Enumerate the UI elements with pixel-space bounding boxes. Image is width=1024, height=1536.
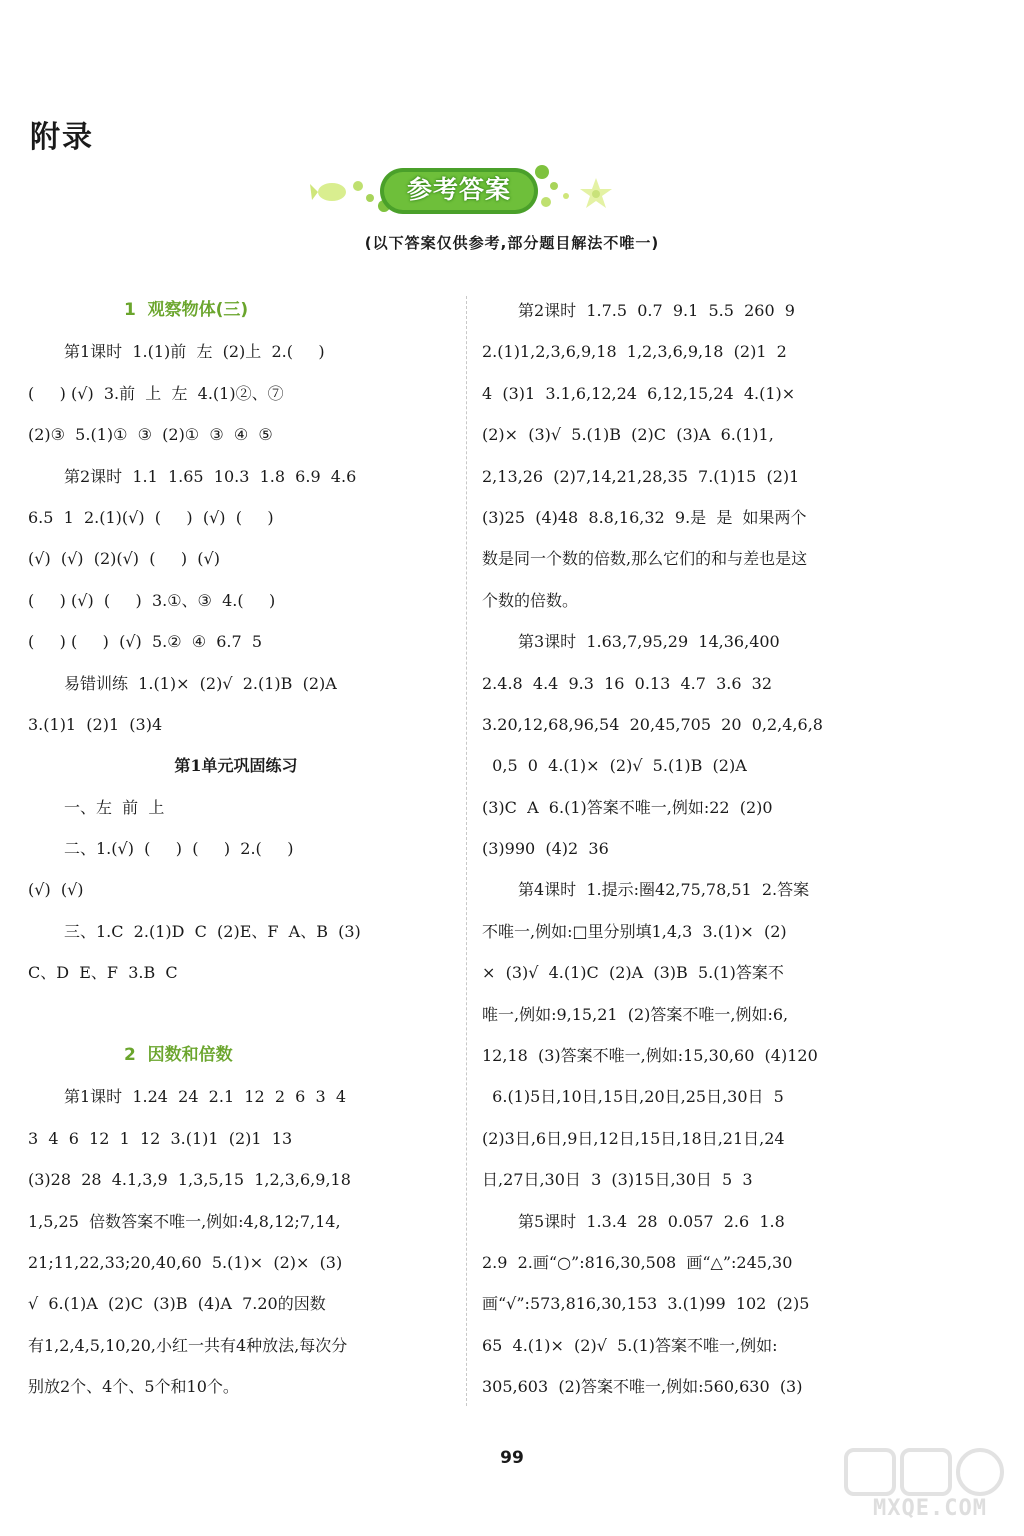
answer-line: (3)25 (4)48 8.8,16,32 9.是 是 如果两个 <box>482 507 807 527</box>
answer-line <box>28 994 444 1035</box>
answer-line: 3 4 6 12 1 12 3.(1)1 (2)1 13 <box>28 1128 293 1148</box>
answer-line: 6.(1)5日,10日,15日,20日,25日,30日 5 <box>482 1087 784 1107</box>
answer-line: (2)3日,6日,9日,12日,15日,18日,21日,24 <box>482 1128 785 1148</box>
column-divider <box>466 296 467 1406</box>
answer-line: 第1课时 1.(1)前 左 (2)上 2.( ) <box>64 342 325 362</box>
page-title: 附录 <box>30 120 94 155</box>
answer-line: 不唯一,例如:□里分别填1,4,3 3.(1)× (2) <box>482 921 787 941</box>
answer-line: (2)③ 5.(1)① ③ (2)① ③ ④ ⑤ <box>28 425 273 445</box>
answer-line: 12,18 (3)答案不唯一,例如:15,30,60 (4)120 <box>482 1046 818 1066</box>
answer-line: 第1课时 1.24 24 2.1 12 2 6 3 4 <box>64 1087 347 1107</box>
answer-line: 305,603 (2)答案不唯一,例如:560,630 (3) <box>482 1377 803 1397</box>
answer-line: √ 6.(1)A (2)C (3)B (4)A 7.20的因数 <box>28 1294 326 1314</box>
answer-line: 别放2个、4个、5个和10个。 <box>28 1377 239 1397</box>
answer-line: 第3课时 1.63,7,95,29 14,36,400 <box>518 632 780 652</box>
answer-line: (3)C A 6.(1)答案不唯一,例如:22 (2)0 <box>482 797 773 817</box>
answer-line: 2.9 2.画“○”:816,30,508 画“△”:245,30 <box>482 1252 793 1272</box>
section-heading: 2 因数和倍数 <box>124 1045 233 1066</box>
answer-line: (√) (√) <box>28 880 84 900</box>
answer-line: 个数的倍数。 <box>482 590 579 610</box>
answer-line: 第4课时 1.提示:圈42,75,78,51 2.答案 <box>518 880 810 900</box>
right-column <box>482 290 898 1408</box>
answer-line: 易错训练 1.(1)× (2)√ 2.(1)B (2)A <box>64 673 337 693</box>
answer-line: 第2课时 1.7.5 0.7 9.1 5.5 260 9 <box>518 301 795 320</box>
answer-note: (以下答案仅供参考,部分题目解法不唯一) <box>364 234 660 252</box>
watermark-text: MXQE.COM <box>873 1496 987 1521</box>
answer-line: 第5课时 1.3.4 28 0.057 2.6 1.8 <box>518 1211 785 1231</box>
answer-line: 二、1.(√) ( ) ( ) 2.( ) <box>64 839 294 859</box>
answer-line: 65 4.(1)× (2)√ 5.(1)答案不唯一,例如: <box>482 1335 778 1355</box>
banner-label: 参考答案 <box>406 175 511 204</box>
section-heading: 1 观察物体(三) <box>124 300 249 320</box>
watermark-icon <box>838 1444 1014 1500</box>
answer-line: (3)28 28 4.1,3,9 1,3,5,15 1,2,3,6,9,18 <box>28 1170 351 1190</box>
answer-line: 2.4.8 4.4 9.3 16 0.13 4.7 3.6 32 <box>482 673 773 693</box>
answer-line: 有1,2,4,5,10,20,小红一共有4种放法,每次分 <box>28 1335 348 1355</box>
answer-line: (√) (√) (2)(√) ( ) (√) <box>28 549 220 569</box>
answer-line: 3.(1)1 (2)1 (3)4 <box>28 714 163 734</box>
answer-line: 3.20,12,68,96,54 20,45,705 20 0,2,4,6,8 <box>482 714 823 734</box>
answer-line: 画“√”:573,816,30,153 3.(1)99 102 (2)5 <box>482 1294 810 1314</box>
answer-line: 一、左 前 上 <box>64 797 165 817</box>
watermark-logo <box>838 1444 1014 1526</box>
answer-line: ( ) ( ) (√) 5.② ④ 6.7 5 <box>28 632 263 652</box>
answer-line: 4 (3)1 3.1,6,12,24 6,12,15,24 4.(1)× <box>482 383 796 403</box>
answer-line: (3)990 (4)2 36 <box>482 839 609 859</box>
answer-line: × (3)√ 4.(1)C (2)A (3)B 5.(1)答案不 <box>482 963 784 983</box>
answer-line: 6.5 1 2.(1)(√) ( ) (√) ( ) <box>28 507 274 527</box>
answer-line: 唯一,例如:9,15,21 (2)答案不唯一,例如:6, <box>482 1004 789 1024</box>
answer-banner <box>310 162 710 224</box>
answer-line: 21;11,22,33;20,40,60 5.(1)× (2)× (3) <box>28 1252 343 1272</box>
answer-line: 1,5,25 倍数答案不唯一,例如:4,8,12;7,14, <box>28 1211 341 1231</box>
answer-line: 日,27日,30日 3 (3)15日,30日 5 3 <box>482 1170 753 1190</box>
answer-line: 三、1.C 2.(1)D C (2)E、F A、B (3) <box>64 921 361 941</box>
page-number: 99 <box>500 1448 524 1468</box>
answer-line: 数是同一个数的倍数,那么它们的和与差也是这 <box>482 549 808 569</box>
answer-line: (2)× (3)√ 5.(1)B (2)C (3)A 6.(1)1, <box>482 425 774 445</box>
answer-line: ( ) (√) ( ) 3.①、③ 4.( ) <box>28 590 276 610</box>
answer-line: 2.(1)1,2,3,6,9,18 1,2,3,6,9,18 (2)1 2 <box>482 342 787 362</box>
answer-line: 第2课时 1.1 1.65 10.3 1.8 6.9 4.6 <box>64 466 357 486</box>
left-column <box>28 290 444 1408</box>
answer-line: 0,5 0 4.(1)× (2)√ 5.(1)B (2)A <box>482 756 747 776</box>
answer-line: 2,13,26 (2)7,14,21,28,35 7.(1)15 (2)1 <box>482 466 800 486</box>
answer-line: ( ) (√) 3.前 上 左 4.(1)②、⑦ <box>28 383 284 403</box>
answer-line: 第1单元巩固练习 <box>174 756 298 776</box>
answer-line: C、D E、F 3.B C <box>28 963 178 983</box>
